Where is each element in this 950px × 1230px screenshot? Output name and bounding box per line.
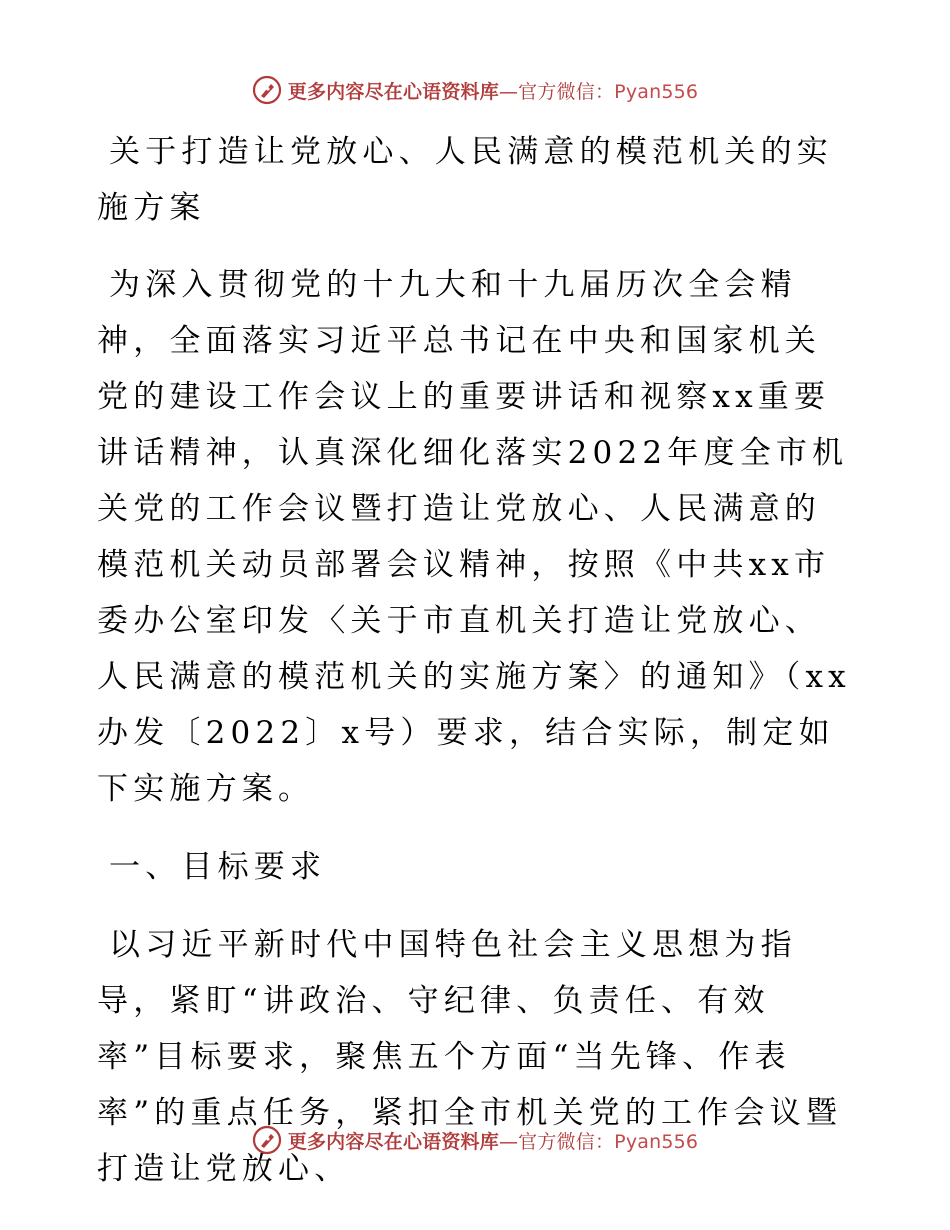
watermark-wechat-id: Pyan556 <box>614 1130 699 1153</box>
watermark-wechat-id: Pyan556 <box>614 80 699 103</box>
section-body-1: 以习近平新时代中国特色社会主义思想为指导，紧盯“讲政治、守纪律、负责任、有效率”目标要求，聚焦五个方面“当先锋、作表率”的重点任务，紧扣全市机关党的工作会议暨打造让党放心、 <box>97 927 843 1187</box>
pen-nib-logo-icon <box>252 75 282 105</box>
watermark-separator: — <box>498 80 519 103</box>
pen-nib-logo-icon <box>252 1125 282 1155</box>
watermark-wechat-label: 官方微信： <box>518 80 615 103</box>
watermark-text <box>288 1127 698 1154</box>
watermark-wechat-label: 官方微信： <box>518 1130 615 1153</box>
intro-paragraph: 为深入贯彻党的十九大和十九届历次全会精神，全面落实习近平总书记在中央和国家机关党的建设工作会议上的重要讲话和视察xx重要讲话精神，认真深化细化落实2022年度全市机关党的工作会议暨打造让党放心、人民满意的模范机关动员部署会议精神，按照《中共xx市委办公室印发〈关于市直机关打造让党放心、人民满意的模范机关的实施方案〉的通知》（xx办发〔2022〕x号）要求，结合实际，制定如下实施方案。 <box>97 267 851 807</box>
watermark-banner-bottom <box>0 1120 950 1160</box>
document-title: 关于打造让党放心、人民满意的模范机关的实施方案 <box>97 134 833 226</box>
watermark-text <box>288 77 698 104</box>
watermark-banner-top <box>0 70 950 110</box>
watermark-separator: — <box>498 1130 519 1153</box>
section-heading-1: 一、目标要求 <box>109 849 327 885</box>
watermark-brand: 更多内容尽在心语资料库 <box>287 1130 499 1153</box>
watermark-brand: 更多内容尽在心语资料库 <box>287 80 499 103</box>
document-body <box>97 124 857 1197</box>
